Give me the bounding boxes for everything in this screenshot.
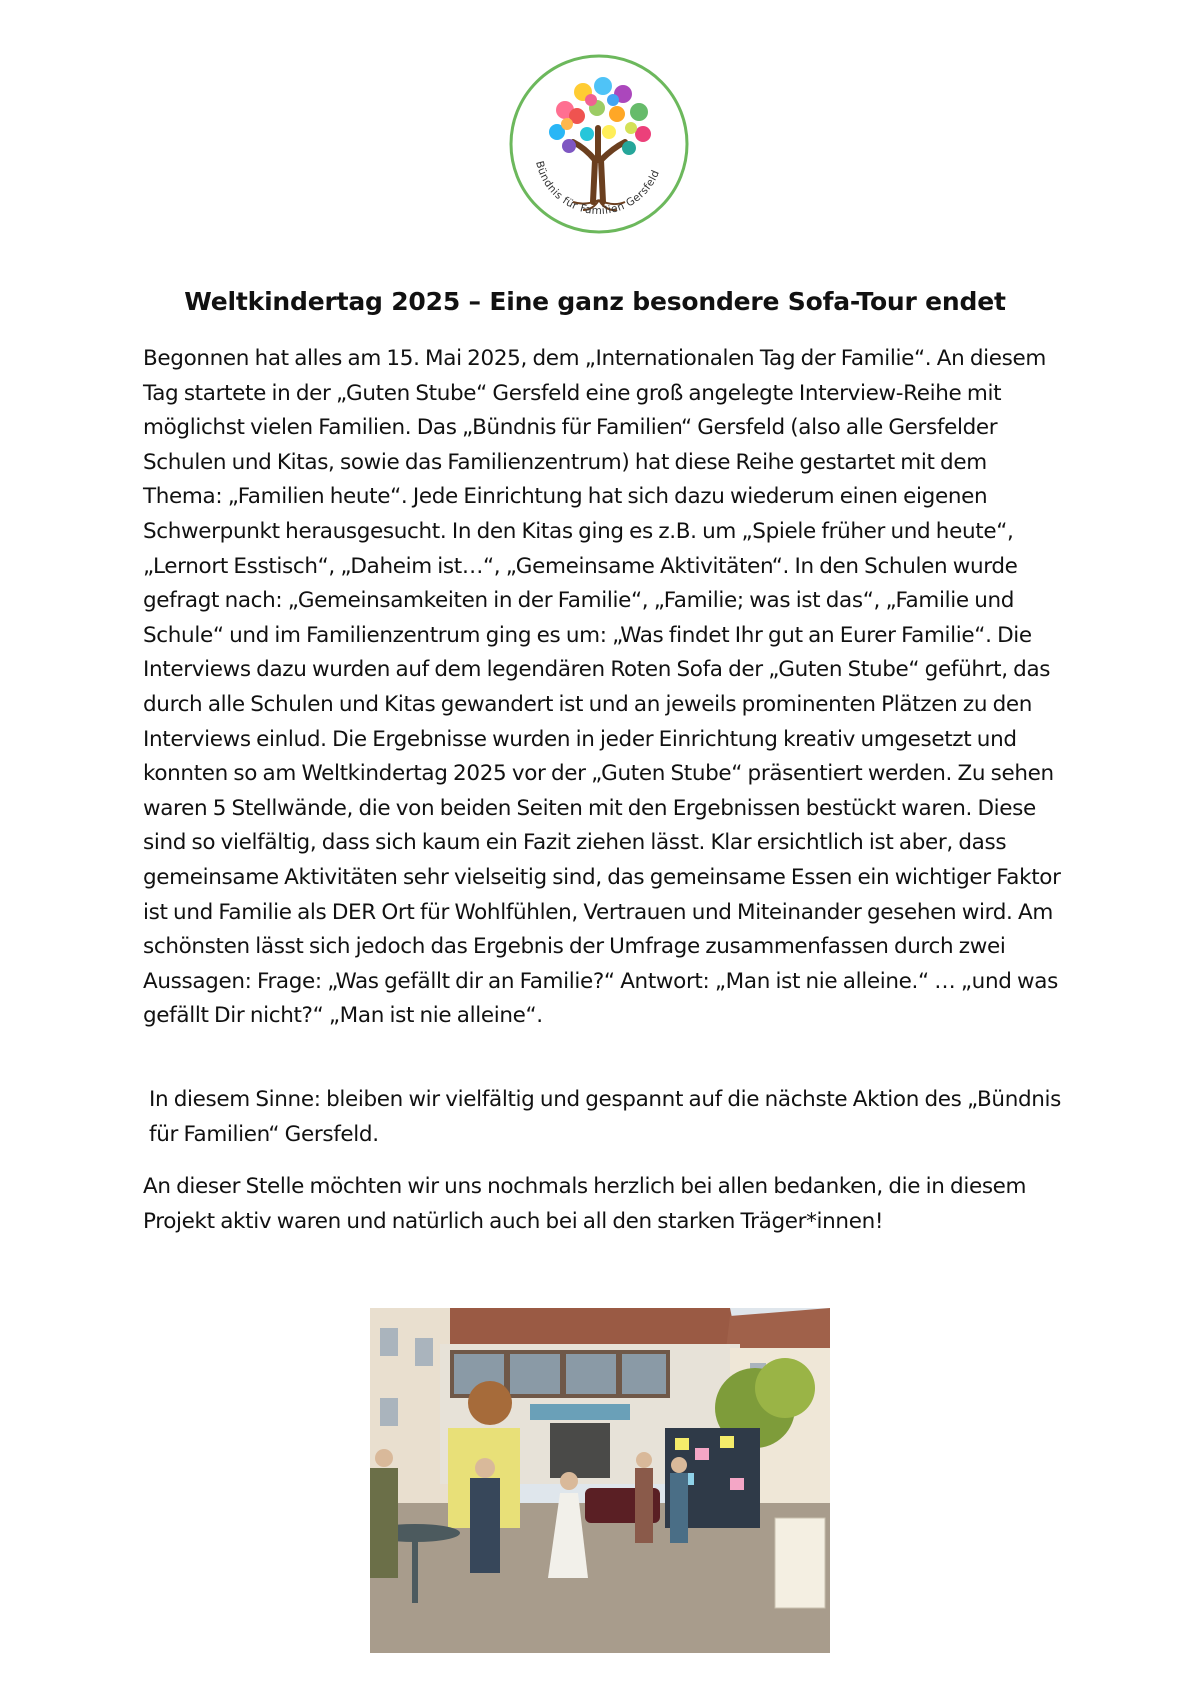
logo-ring-text: Bündnis für Familien Gersfeld	[533, 159, 663, 218]
event-photo	[370, 1308, 830, 1653]
family-tree-logo-icon	[505, 50, 693, 238]
article-paragraph-2: In diesem Sinne: bleiben wir vielfältig und gespannt auf die nächste Aktion des „Bündnis für Familien“ Gersfeld.	[149, 1087, 1062, 1147]
logo	[505, 50, 693, 238]
article-paragraph-3: An dieser Stelle möchten wir uns nochmals herzlich bei allen bedanken, die in diesem Projekt aktiv waren und natürlich auch bei all den starken Träger*innen!	[143, 1174, 1027, 1234]
article-title: Weltkindertag 2025 – Eine ganz besondere Sofa-Tour endet	[184, 287, 1006, 316]
article-paragraph-1: Begonnen hat alles am 15. Mai 2025, dem „Internationalen Tag der Familie“. An diesem Tag startete in der „Guten Stube“ Gersfeld eine groß angelegte Interview-Reihe mit möglichst vielen Familien. Das „Bündnis für Familien“ Gersfeld (also alle Gersfelder Schulen und Kitas, sowie das Familienzentrum) hat diese Reihe gestartet mit dem Thema: „Familien heute“. Jede Einrichtung hat sich dazu wiederum einen eigenen Schwerpunkt herausgesucht. In den Kitas ging es z.B. um „Spiele früher und heute“, „Lernort Esstisch“, „Daheim ist…“, „Gemeinsame Aktivitäten“. In den Schulen wurde gefragt nach: „Gemeinsamkeiten in der Familie“, „Familie; was ist das“, „Familie und Schule“ und im Familienzentrum ging es um: „Was findet Ihr gut an Eurer Familie“. Die Interviews dazu wurden auf dem legendären Roten Sofa der „Guten Stube“ geführt, das durch alle Schulen und Kitas gewandert ist und an jeweils prominenten Plätzen zu den Interviews einlud. Die Ergebnisse wurden in jeder Einrichtung kreativ umgesetzt und konnten so am Weltkindertag 2025 vor der „Guten Stube“ präsentiert werden. Zu sehen waren 5 Stellwände, die von beiden Seiten mit den Ergebnissen bestückt waren. Diese sind so vielfältig, dass sich kaum ein Fazit ziehen lässt. Klar ersichtlich ist aber, dass gemeinsame Aktivitäten sehr vielseitig sind, das gemeinsame Essen ein wichtiger Faktor ist und Familie als DER Ort für Wohlfühlen, Vertrauen und Miteinander gesehen wird. Am schönsten lässt sich jedoch das Ergebnis der Umfrage zusammenfassen durch zwei Aussagen: Frage: „Was gefällt dir an Familie?“ Antwort: „Man ist nie alleine.“ … „und was gefällt Dir nicht?“ „Man ist nie alleine“.	[143, 346, 1061, 1029]
event-photo-image	[370, 1308, 830, 1653]
